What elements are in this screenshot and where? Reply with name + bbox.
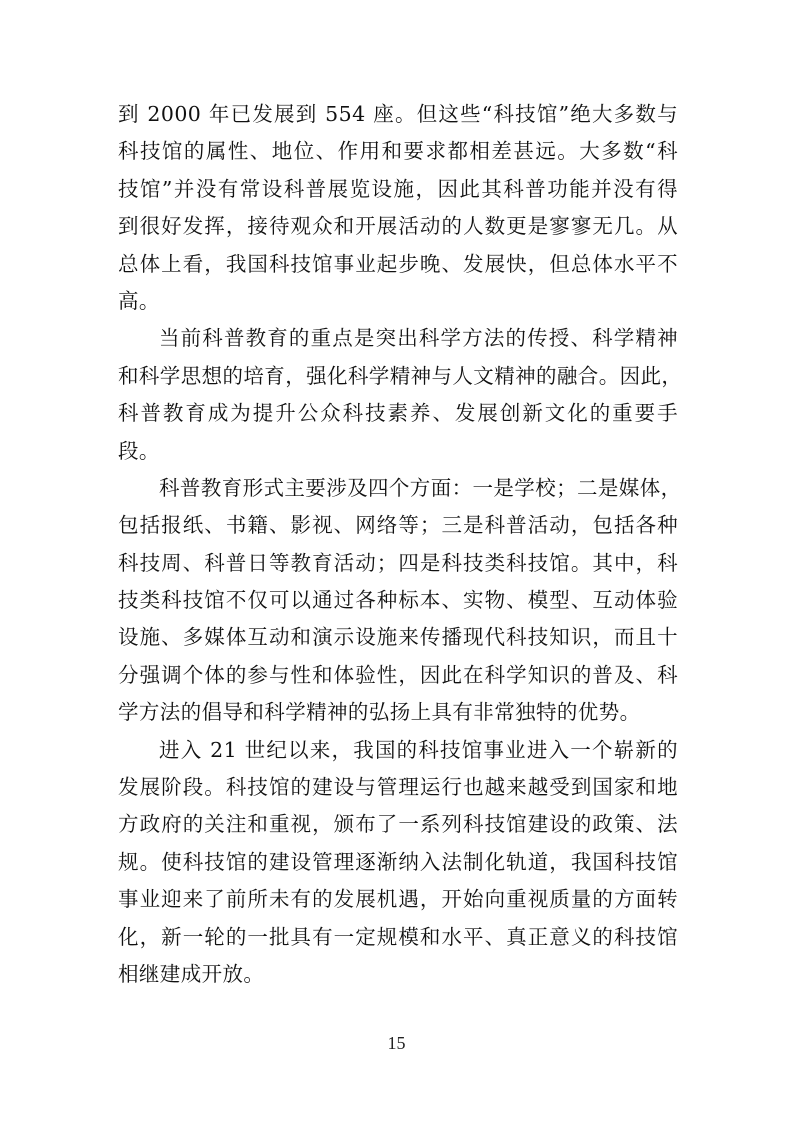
paragraph-1-line-3: 技馆”并没有常设科普展览设施，因此其科普功能并没有得 [118, 176, 678, 201]
paragraph-3-line-6: 分强调个体的参与性和体验性，因此在科学知识的普及、科 [118, 662, 678, 687]
paragraph-4-line-7: 相继建成开放。 [118, 961, 265, 986]
paragraph-4-line-6: 化，新一轮的一批具有一定规模和水平、真正意义的科技馆 [118, 924, 678, 949]
paragraph-2-line-4: 段。 [118, 438, 160, 463]
paragraph-1-line-5: 总体上看，我国科技馆事业起步晚、发展快，但总体水平不 [118, 251, 678, 276]
paragraph-1-line-1: 到 2000 年已发展到 554 座。但这些“科技馆”绝大多数与 [118, 102, 678, 126]
paragraph-1-line-4: 到很好发挥，接待观众和开展活动的人数更是寥寥无几。从 [118, 214, 678, 239]
paragraph-4-line-3: 方政府的关注和重视，颁布了一系列科技馆建设的政策、法 [118, 812, 678, 837]
paragraph-2-line-2: 和科学思想的培育，强化科学精神与人文精神的融合。因此， [118, 363, 683, 388]
paragraph-3-line-4: 技类科技馆不仅可以通过各种标本、实物、模型、互动体验 [118, 588, 678, 613]
paragraph-4-line-1: 进入 21 世纪以来，我国的科技馆事业进入一个崭新的 [159, 737, 678, 762]
paragraph-3-line-2: 包括报纸、书籍、影视、网络等；三是科普活动，包括各种 [118, 513, 678, 538]
paragraph-3-line-5: 设施、多媒体互动和演示设施来传播现代科技知识，而且十 [118, 625, 678, 650]
page-number: 15 [387, 1033, 406, 1053]
paragraph-2-line-1: 当前科普教育的重点是突出科学方法的传授、科学精神 [159, 326, 678, 351]
paragraph-3-line-7: 学方法的倡导和科学精神的弘扬上具有非常独特的优势。 [118, 700, 641, 725]
paragraph-1-line-2: 科技馆的属性、地位、作用和要求都相差甚远。大多数“科 [118, 139, 678, 164]
paragraph-3-line-3: 科技周、科普日等教育活动；四是科技类科技馆。其中，科 [118, 550, 678, 575]
paragraph-2-line-3: 科普教育成为提升公众科技素养、发展创新文化的重要手 [118, 401, 678, 426]
body-text [118, 96, 683, 993]
paragraph-4-line-4: 规。使科技馆的建设管理逐渐纳入法制化轨道，我国科技馆 [118, 849, 678, 874]
paragraph-3-line-1: 科普教育形式主要涉及四个方面：一是学校；二是媒体， [159, 475, 682, 500]
paragraph-4-line-2: 发展阶段。科技馆的建设与管理运行也越来越受到国家和地 [118, 775, 678, 800]
paragraph-4-line-5: 事业迎来了前所未有的发展机遇，开始向重视质量的方面转 [118, 887, 678, 912]
paragraph-1-line-6: 高。 [118, 288, 160, 313]
